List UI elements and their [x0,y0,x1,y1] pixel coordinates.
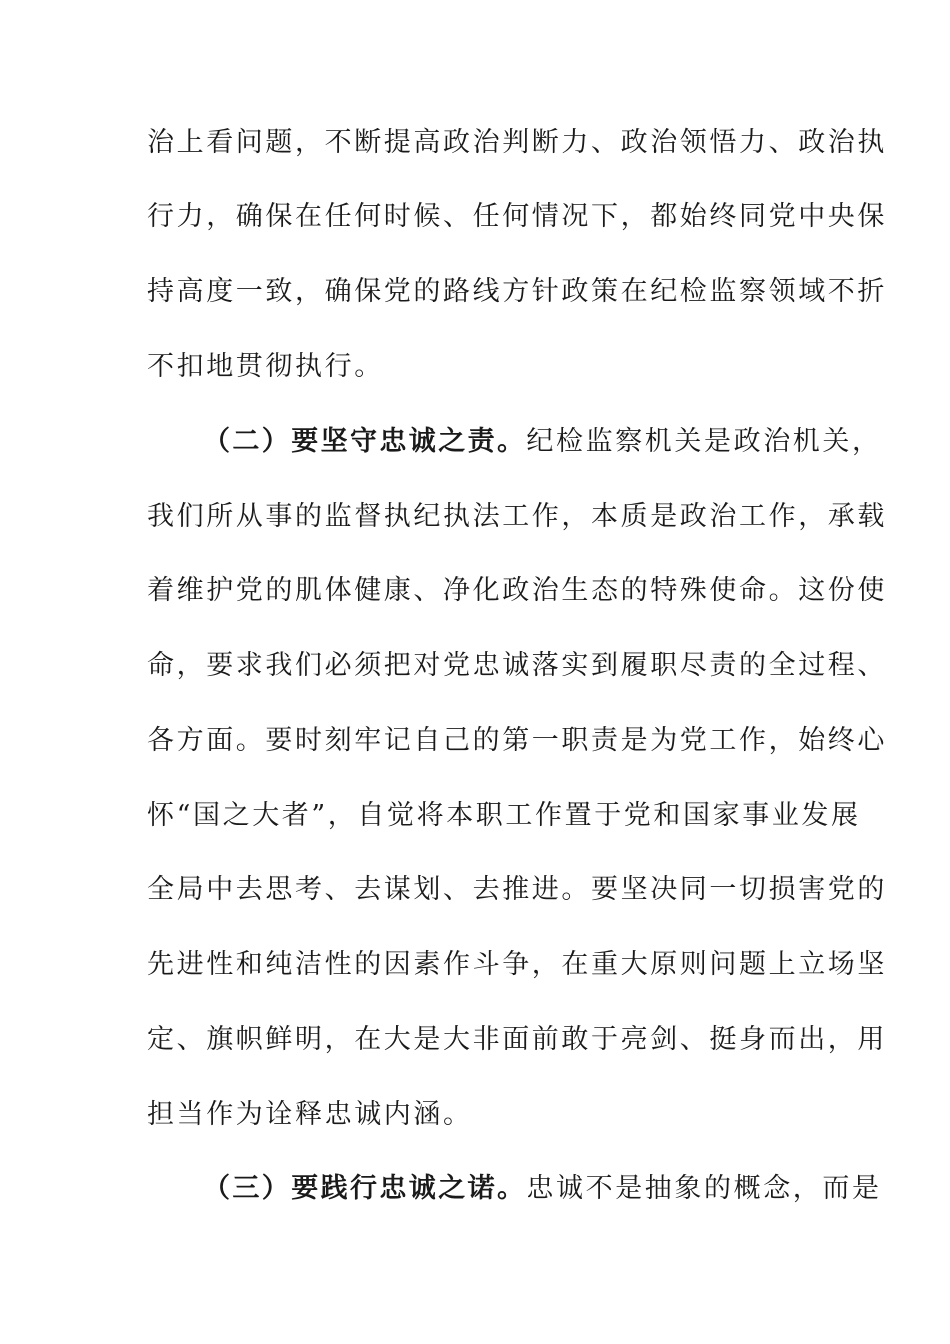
paragraph-2-line-8: 先进性和纯洁性的因素作斗争，在重大原则问题上立场坚 [147,949,887,980]
paragraph-2-heading: （二）要坚守忠诚之责。 [203,426,527,457]
paragraph-1-line-1: 治上看问题，不断提高政治判断力、政治领悟力、政治执 [147,127,887,158]
paragraph-2-first-line-text: 纪检监察机关是政治机关， [526,426,882,457]
paragraph-3-first-line [203,1167,882,1211]
paragraph-2-line-7: 全局中去思考、去谋划、去推进。要坚决同一切损害党的 [147,874,887,905]
paragraph-2-line-3: 着维护党的肌体健康、净化政治生态的特殊使命。这份使 [147,575,887,606]
paragraph-2-line-5: 各方面。要时刻牢记自己的第一职责是为党工作，始终心 [147,725,887,756]
paragraph-1-line-4: 不扣地贯彻执行。 [147,351,384,382]
paragraph-2-line-4: 命，要求我们必须把对党忠诚落实到履职尽责的全过程、 [147,650,887,681]
paragraph-2-line-10: 担当作为诠释忠诚内涵。 [147,1099,473,1130]
paragraph-2-line-6: 怀“国之大者”，自觉将本职工作置于党和国家事业发展 [147,800,861,831]
paragraph-2-first-line [203,420,882,464]
paragraph-2-line-2: 我们所从事的监督执纪执法工作，本质是政治工作，承载 [147,501,887,532]
paragraph-3-first-line-text: 忠诚不是抽象的概念，而是 [526,1173,882,1204]
paragraph-1-line-2: 行力，确保在任何时候、任何情况下，都始终同党中央保 [147,201,887,232]
paragraph-2-line-9: 定、旗帜鲜明，在大是大非面前敢于亮剑、挺身而出，用 [147,1024,887,1055]
paragraph-1-line-3: 持高度一致，确保党的路线方针政策在纪检监察领域不折 [147,276,887,307]
paragraph-3-heading: （三）要践行忠诚之诺。 [203,1173,527,1204]
